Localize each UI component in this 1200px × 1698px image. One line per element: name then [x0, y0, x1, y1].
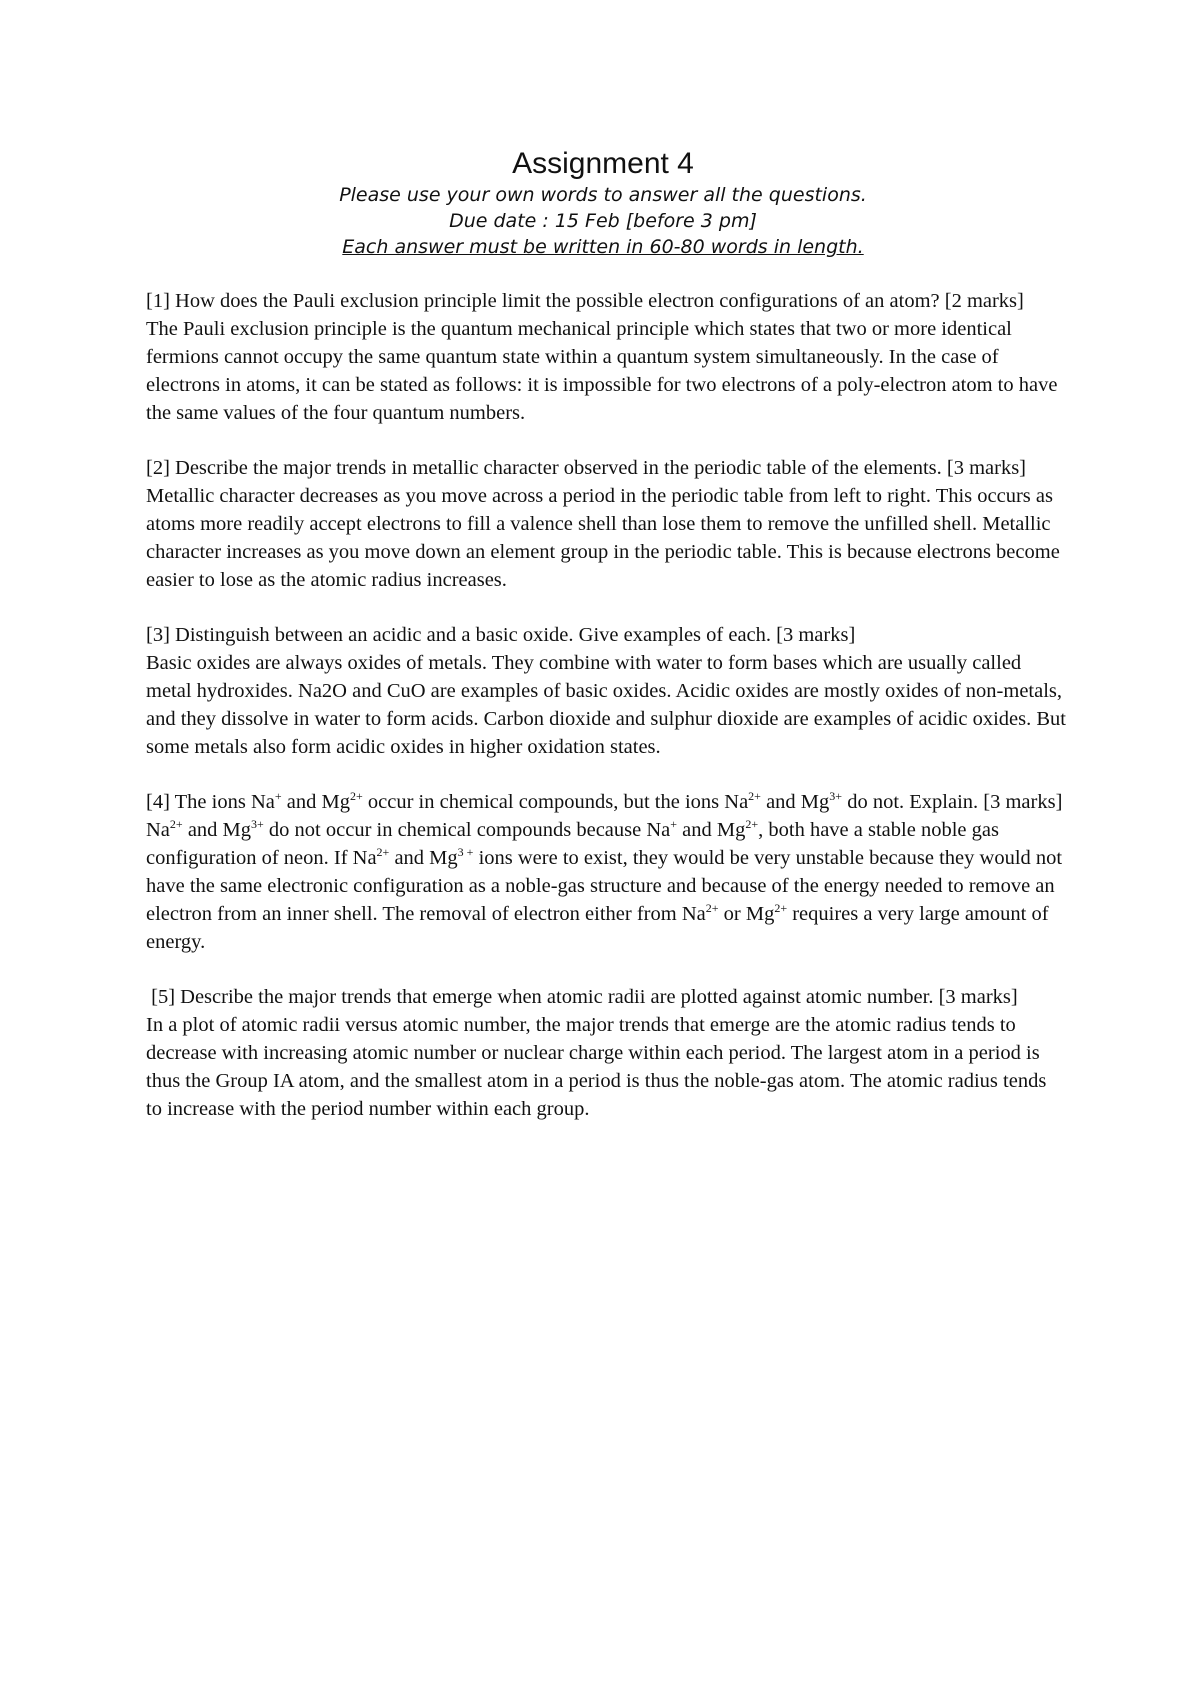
text-run: ions were to exist, they would be very unstable because they would not have the same electronic configuration as a noble-gas structure and because of the energy needed to remove an electron from an inner shell. The removal of electron either from Na [146, 847, 1063, 925]
text-run: , both have a stable noble gas configuration of neon. If Na [146, 819, 999, 869]
text-run: and Mg [389, 847, 458, 869]
charge-superscript: + [274, 789, 282, 803]
document-body [146, 287, 1066, 1150]
text-run: or Mg [718, 903, 775, 925]
text-run: occur in chemical compounds, but the ions Na [362, 791, 749, 813]
charge-superscript: 2+ [748, 789, 761, 803]
text-run: requires a very large amount of energy. [146, 903, 1049, 953]
text-run: [4] The ions Na [146, 791, 275, 813]
text-run: and Mg [760, 791, 830, 813]
length-rule-line: Each answer must be written in 60-80 words in length. [342, 236, 864, 258]
answer-text: In a plot of atomic radii versus atomic number, the major trends that emerge are the atomic radius tends to decrease with increasing atomic number or nuclear charge within each period. The largest atom in a period is thus the Group IA atom, and the smallest atom in a period is thus the noble-gas atom. The atomic radius tends to increase with the period number within each group. [146, 1014, 1047, 1120]
question-text: [1] How does the Pauli exclusion principle limit the possible electron configurations of an atom? [2 marks] [146, 290, 1024, 312]
instruction-line: Please use your own words to answer all the questions. [339, 184, 867, 206]
charge-superscript: 3+ [251, 817, 264, 831]
charge-superscript: 3 + [457, 845, 474, 859]
charge-superscript: 2+ [705, 901, 719, 915]
charge-superscript: 2+ [169, 817, 183, 831]
charge-superscript: 2+ [349, 789, 363, 803]
charge-superscript: + [670, 817, 678, 831]
question-text: [2] Describe the major trends in metallic character observed in the periodic table of the elements. [3 marks] [146, 457, 1027, 479]
text-run: Na [146, 819, 170, 841]
text-run: do not. Explain. [3 marks] [842, 791, 1063, 813]
question-text [146, 788, 1066, 816]
text-run: and Mg [182, 819, 252, 841]
question-text: [5] Describe the major trends that emerge when atomic radii are plotted against atomic number. [3 marks] [146, 986, 1018, 1008]
charge-superscript: 2+ [376, 845, 390, 859]
question-block-5 [146, 983, 1066, 1123]
answer-text: Metallic character decreases as you move across a period in the periodic table from left to right. This occurs as atoms more readily accept electrons to fill a valence shell than lose them to remove the unfilled shell. Metallic character increases as you move down an element group in the periodic table. This is because electrons become easier to lose as the atomic radius increases. [146, 485, 1060, 591]
charge-superscript: 2+ [774, 901, 788, 915]
charge-superscript: 2+ [745, 817, 759, 831]
question-block-2 [146, 454, 1066, 594]
page-title: Assignment 4 [512, 147, 694, 180]
question-block-4 [146, 788, 1066, 956]
document-header [146, 146, 1060, 260]
answer-text: The Pauli exclusion principle is the quantum mechanical principle which states that two or more identical fermions cannot occupy the same quantum state within a quantum system simultaneously. In the case of electrons in atoms, it can be stated as follows: it is impossible for two electrons of a poly-electron atom to have the same values of the four quantum numbers. [146, 318, 1058, 424]
answer-text: Basic oxides are always oxides of metals. They combine with water to form bases which are usually called metal hydroxides. Na2O and CuO are examples of basic oxides. Acidic oxides are mostly oxides of non-metals, and they dissolve in water to form acids. Carbon dioxide and sulphur dioxide are examples of acidic oxides. But some metals also form acidic oxides in higher oxidation states. [146, 652, 1066, 758]
text-run: do not occur in chemical compounds because Na [263, 819, 671, 841]
question-block-1 [146, 287, 1066, 427]
charge-superscript: 3+ [829, 789, 843, 803]
due-date-line: Due date : 15 Feb [before 3 pm] [449, 210, 757, 232]
question-text: [3] Distinguish between an acidic and a basic oxide. Give examples of each. [3 marks] [146, 624, 856, 646]
text-run: and Mg [281, 791, 350, 813]
text-run: and Mg [677, 819, 746, 841]
question-block-3 [146, 621, 1066, 761]
answer-text [146, 816, 1066, 956]
